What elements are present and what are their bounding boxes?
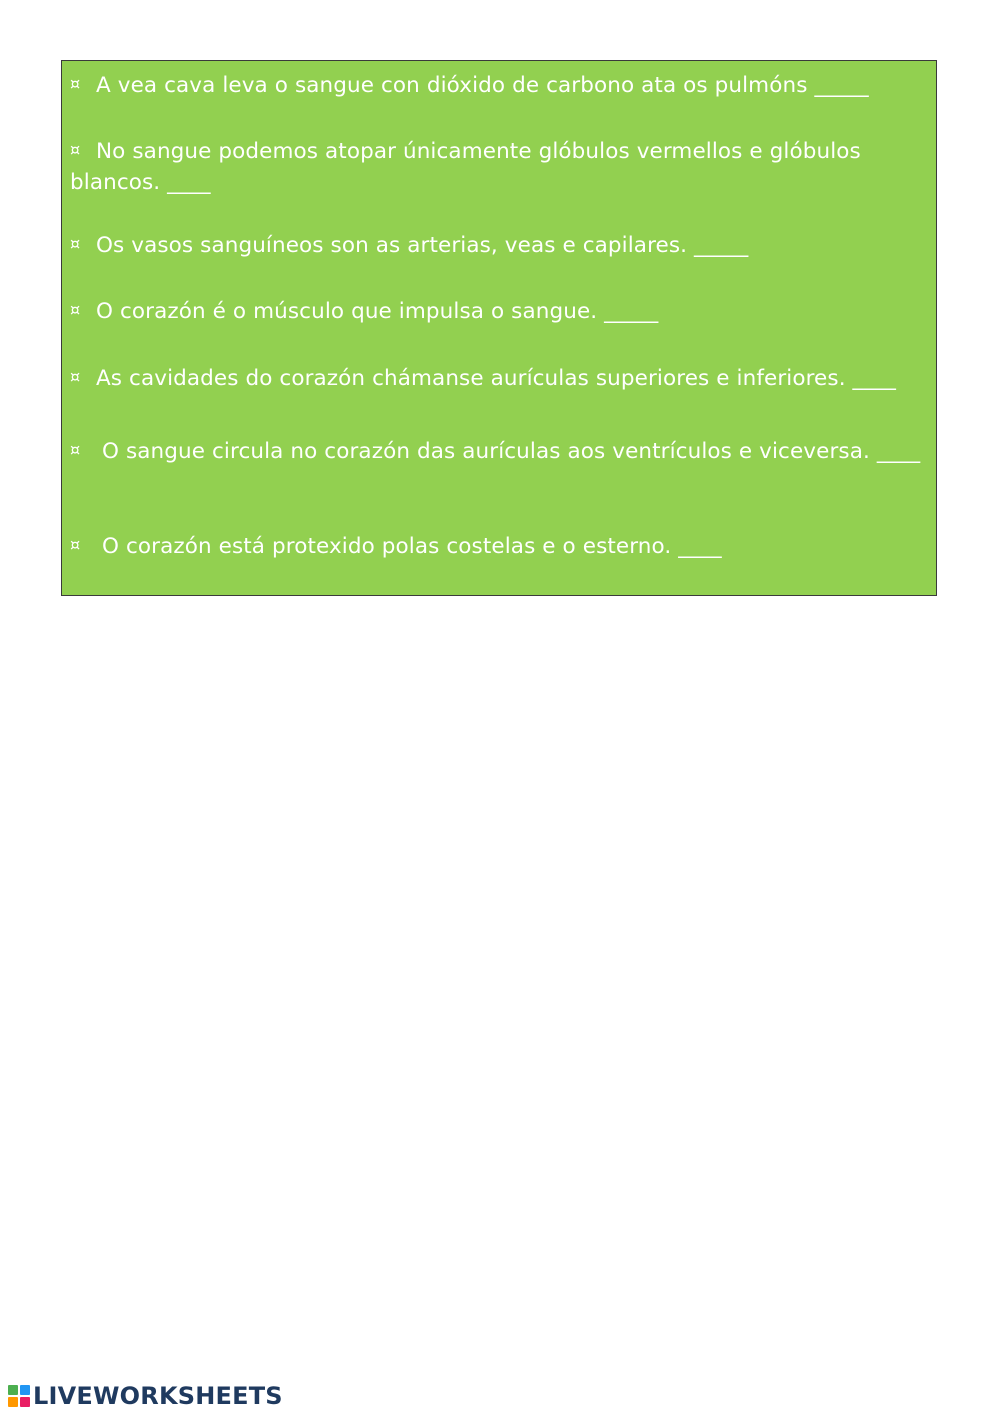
statements-box <box>61 60 937 596</box>
bullet-icon: ¤ <box>70 367 81 386</box>
statement-text: Os vasos sanguíneos son as arterias, veas e capilares. _____ <box>96 233 749 258</box>
statement-text: A vea cava leva o sangue con dióxido de carbono ata os pulmóns _____ <box>96 73 869 98</box>
statement-5 <box>70 361 928 394</box>
liveworksheets-logo-icon <box>8 1385 30 1407</box>
logo-block <box>8 1397 18 1407</box>
statement-4 <box>70 294 928 327</box>
bullet-icon: ¤ <box>70 300 81 319</box>
bullet-icon: ¤ <box>70 535 81 554</box>
statement-text: As cavidades do corazón chámanse aurículas superiores e inferiores. ____ <box>96 366 896 391</box>
bullet-icon: ¤ <box>70 234 81 253</box>
logo-block <box>8 1385 18 1395</box>
logo-block <box>20 1385 30 1395</box>
bullet-icon: ¤ <box>70 74 81 93</box>
statement-text: No sangue podemos atopar únicamente glóbulos vermellos e glóbulos blancos. ____ <box>70 139 861 195</box>
brand-name: LIVEWORKSHEETS <box>33 1382 283 1410</box>
statement-text: O corazón é o músculo que impulsa o sangue. _____ <box>96 299 659 324</box>
statement-7 <box>70 529 928 562</box>
statement-text: O sangue circula no corazón das aurículas aos ventrículos e viceversa. ____ <box>102 439 921 464</box>
statement-6 <box>70 434 928 467</box>
statement-2 <box>70 134 928 198</box>
footer-brand <box>8 1381 283 1411</box>
statement-1 <box>70 68 928 101</box>
bullet-icon: ¤ <box>70 440 81 459</box>
logo-block <box>20 1397 30 1407</box>
statement-3 <box>70 228 928 261</box>
bullet-icon: ¤ <box>70 140 81 159</box>
statement-text: O corazón está protexido polas costelas e o esterno. ____ <box>102 534 722 559</box>
